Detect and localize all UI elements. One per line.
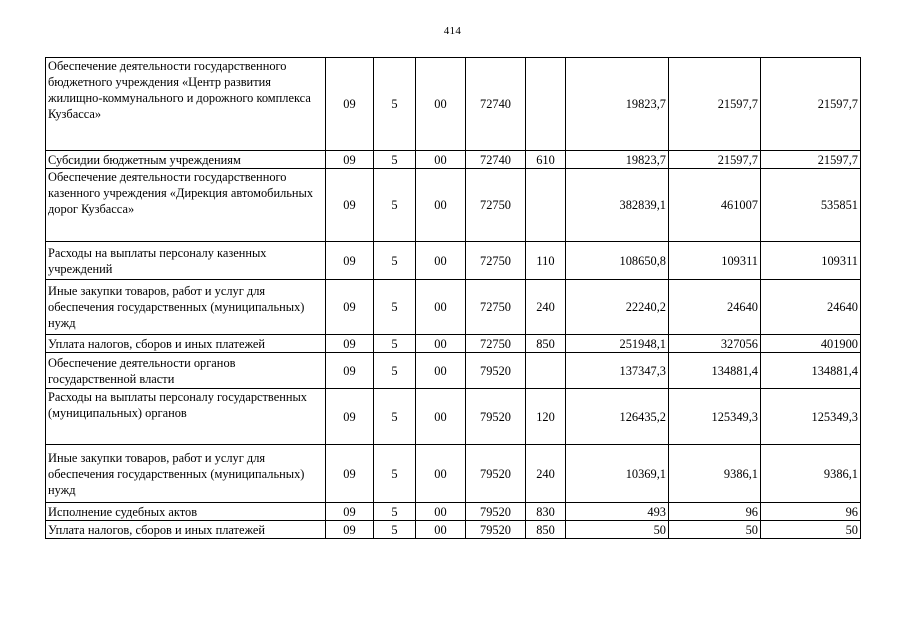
subsection-code: 5: [374, 353, 416, 389]
section-code: 09: [326, 445, 374, 503]
amount-year-2: 327056: [669, 335, 761, 353]
expense-type-code: 240: [526, 280, 566, 335]
amount-year-1: 19823,7: [566, 151, 669, 169]
row-name: Субсидии бюджетным учреждениям: [46, 151, 326, 169]
expense-type-code: 850: [526, 521, 566, 539]
target-article-prefix: 00: [416, 58, 466, 151]
expense-type-code: 830: [526, 503, 566, 521]
subsection-code: 5: [374, 503, 416, 521]
section-code: 09: [326, 58, 374, 151]
expense-type-code: [526, 353, 566, 389]
amount-year-2: 21597,7: [669, 151, 761, 169]
table-row: [46, 353, 861, 389]
amount-year-3: 96: [761, 503, 861, 521]
target-article-code: 79520: [466, 503, 526, 521]
budget-table: [45, 57, 861, 539]
target-article-prefix: 00: [416, 389, 466, 445]
amount-year-2: 109311: [669, 242, 761, 280]
target-article-prefix: 00: [416, 503, 466, 521]
subsection-code: 5: [374, 151, 416, 169]
row-name: Расходы на выплаты персоналу казенных учреждений: [46, 242, 326, 280]
row-name: Уплата налогов, сборов и иных платежей: [46, 521, 326, 539]
target-article-prefix: 00: [416, 353, 466, 389]
section-code: 09: [326, 335, 374, 353]
target-article-code: 72750: [466, 169, 526, 242]
expense-type-code: [526, 169, 566, 242]
row-name: Обеспечение деятельности государственного казенного учреждения «Дирекция автомобильных дорог Кузбасса»: [46, 169, 326, 242]
amount-year-1: 108650,8: [566, 242, 669, 280]
section-code: 09: [326, 389, 374, 445]
expense-type-code: 120: [526, 389, 566, 445]
target-article-prefix: 00: [416, 169, 466, 242]
target-article-prefix: 00: [416, 335, 466, 353]
amount-year-2: 9386,1: [669, 445, 761, 503]
amount-year-1: 382839,1: [566, 169, 669, 242]
target-article-code: 72740: [466, 151, 526, 169]
amount-year-2: 134881,4: [669, 353, 761, 389]
section-code: 09: [326, 280, 374, 335]
target-article-code: 72740: [466, 58, 526, 151]
target-article-prefix: 00: [416, 521, 466, 539]
section-code: 09: [326, 521, 374, 539]
row-name: Обеспечение деятельности государственного бюджетного учреждения «Центр развития жилищно-коммунального и дорожного комплекса Кузбасса»: [46, 58, 326, 151]
target-article-code: 79520: [466, 353, 526, 389]
amount-year-3: 535851: [761, 169, 861, 242]
expense-type-code: 850: [526, 335, 566, 353]
subsection-code: 5: [374, 58, 416, 151]
amount-year-3: 24640: [761, 280, 861, 335]
target-article-prefix: 00: [416, 445, 466, 503]
section-code: 09: [326, 353, 374, 389]
target-article-code: 72750: [466, 335, 526, 353]
row-name: Иные закупки товаров, работ и услуг для обеспечения государственных (муниципальных) нужд: [46, 445, 326, 503]
target-article-code: 79520: [466, 445, 526, 503]
table-row: [46, 503, 861, 521]
amount-year-3: 9386,1: [761, 445, 861, 503]
table-row: [46, 280, 861, 335]
page-number: 414: [443, 25, 462, 37]
amount-year-3: 21597,7: [761, 151, 861, 169]
target-article-prefix: 00: [416, 280, 466, 335]
target-article-code: 72750: [466, 280, 526, 335]
subsection-code: 5: [374, 389, 416, 445]
table-row: [46, 242, 861, 280]
amount-year-2: 96: [669, 503, 761, 521]
table-row: [46, 58, 861, 151]
section-code: 09: [326, 503, 374, 521]
row-name: Расходы на выплаты персоналу государственных (муниципальных) органов: [46, 389, 326, 445]
expense-type-code: 240: [526, 445, 566, 503]
amount-year-3: 50: [761, 521, 861, 539]
amount-year-3: 134881,4: [761, 353, 861, 389]
expense-type-code: [526, 58, 566, 151]
amount-year-2: 461007: [669, 169, 761, 242]
subsection-code: 5: [374, 445, 416, 503]
amount-year-2: 50: [669, 521, 761, 539]
table-row: [46, 389, 861, 445]
amount-year-1: 126435,2: [566, 389, 669, 445]
amount-year-3: 109311: [761, 242, 861, 280]
target-article-code: 72750: [466, 242, 526, 280]
amount-year-2: 24640: [669, 280, 761, 335]
amount-year-1: 50: [566, 521, 669, 539]
subsection-code: 5: [374, 335, 416, 353]
row-name: Иные закупки товаров, работ и услуг для обеспечения государственных (муниципальных) нужд: [46, 280, 326, 335]
amount-year-1: 251948,1: [566, 335, 669, 353]
amount-year-1: 19823,7: [566, 58, 669, 151]
subsection-code: 5: [374, 280, 416, 335]
subsection-code: 5: [374, 169, 416, 242]
row-name: Исполнение судебных актов: [46, 503, 326, 521]
amount-year-2: 21597,7: [669, 58, 761, 151]
target-article-prefix: 00: [416, 242, 466, 280]
amount-year-1: 22240,2: [566, 280, 669, 335]
amount-year-1: 10369,1: [566, 445, 669, 503]
section-code: 09: [326, 242, 374, 280]
target-article-code: 79520: [466, 389, 526, 445]
amount-year-1: 493: [566, 503, 669, 521]
table-row: [46, 335, 861, 353]
section-code: 09: [326, 151, 374, 169]
table-row: [46, 445, 861, 503]
table-row: [46, 151, 861, 169]
amount-year-2: 125349,3: [669, 389, 761, 445]
target-article-prefix: 00: [416, 151, 466, 169]
section-code: 09: [326, 169, 374, 242]
expense-type-code: 610: [526, 151, 566, 169]
amount-year-3: 125349,3: [761, 389, 861, 445]
target-article-code: 79520: [466, 521, 526, 539]
subsection-code: 5: [374, 242, 416, 280]
amount-year-3: 401900: [761, 335, 861, 353]
table-row: [46, 169, 861, 242]
amount-year-1: 137347,3: [566, 353, 669, 389]
subsection-code: 5: [374, 521, 416, 539]
row-name: Уплата налогов, сборов и иных платежей: [46, 335, 326, 353]
expense-type-code: 110: [526, 242, 566, 280]
table-row: [46, 521, 861, 539]
row-name: Обеспечение деятельности органов государственной власти: [46, 353, 326, 389]
amount-year-3: 21597,7: [761, 58, 861, 151]
